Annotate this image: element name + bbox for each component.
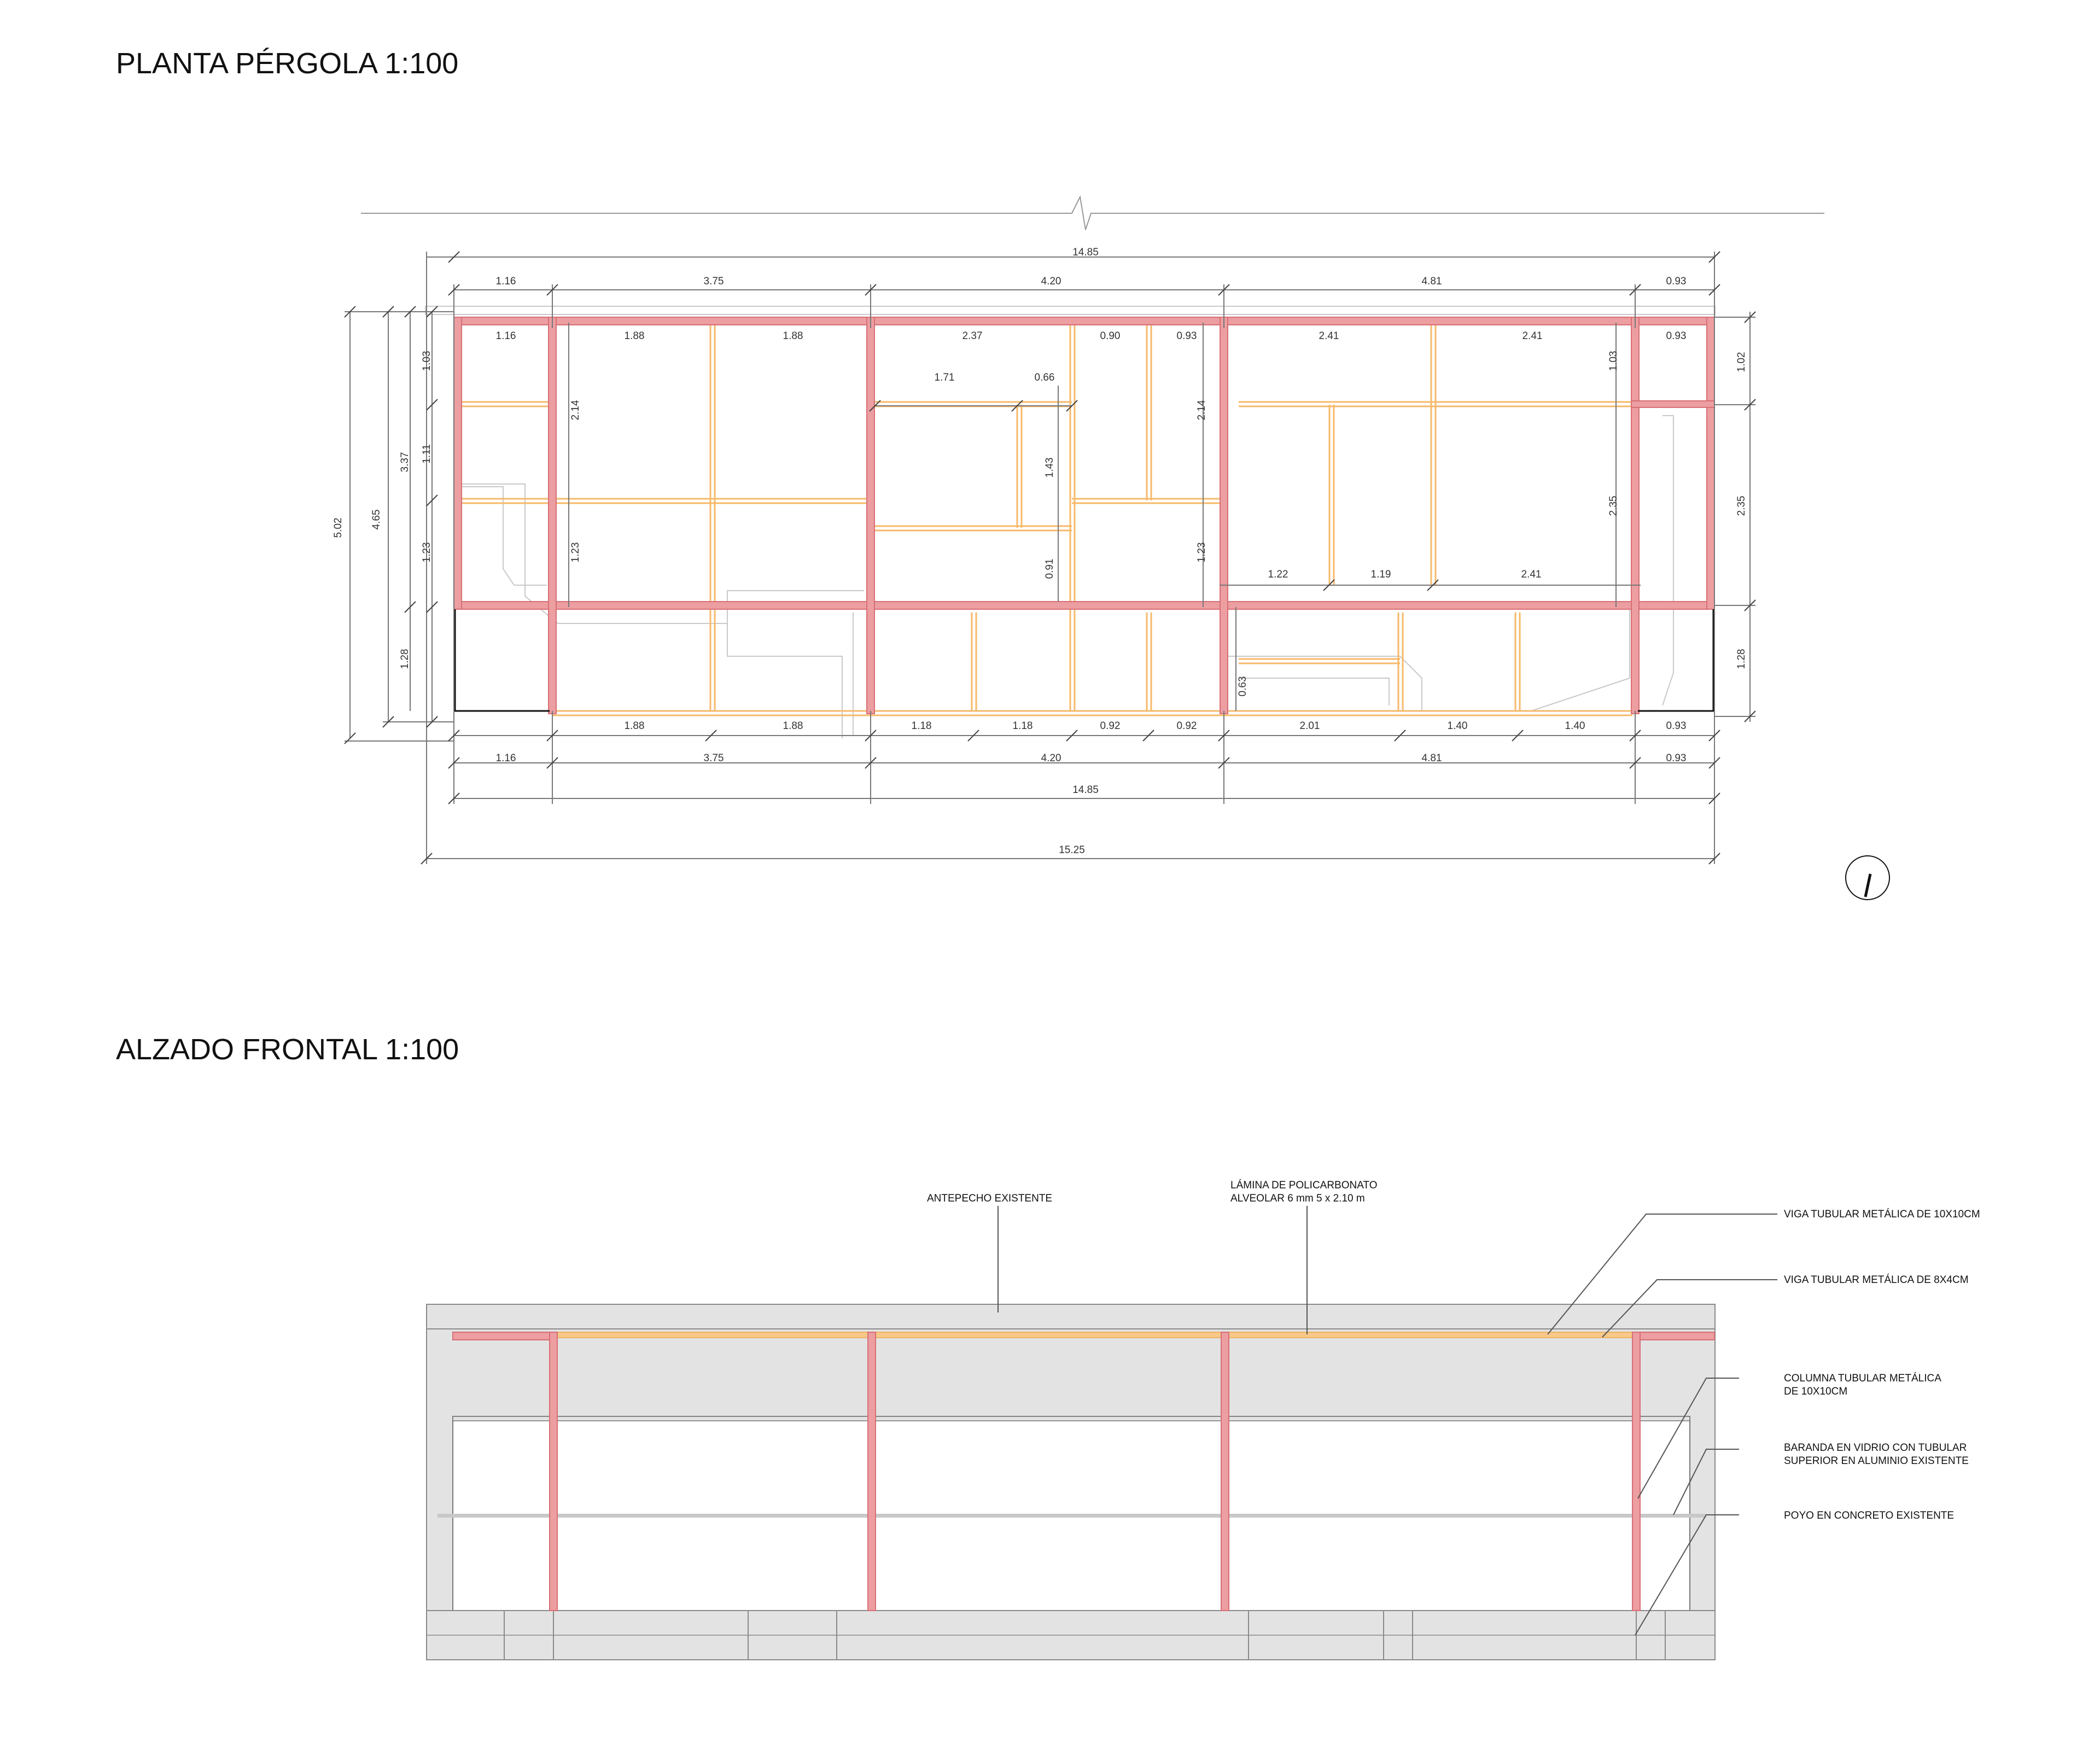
label-columna-line-1: COLUMNA TUBULAR METÁLICA	[1784, 1373, 1941, 1384]
dim-col4-a: 2.14	[1196, 400, 1208, 421]
dim-left-inner: 3.37	[399, 452, 411, 473]
dim-col2-a: 2.14	[570, 400, 581, 421]
label-viga-10x10: VIGA TUBULAR METÁLICA DE 10X10CM	[1784, 1209, 1980, 1220]
dim-right-1: 1.02	[1736, 352, 1747, 372]
dim-inner-7: 2.41	[1319, 330, 1339, 342]
label-columna-line-2: DE 10X10CM	[1784, 1386, 1848, 1397]
dim-top-total: 14.85	[1072, 247, 1099, 258]
dim-lower-2: 1.19	[1370, 569, 1391, 580]
break-line	[361, 197, 1824, 230]
dim-col4-b: 1.23	[1196, 542, 1208, 563]
dim-top-bay-5: 0.93	[1666, 276, 1687, 287]
glass-railing-opening	[453, 1416, 1690, 1611]
plan-title: PLANTA PÉRGOLA 1:100	[116, 47, 459, 80]
dim-overall: 15.25	[1059, 844, 1085, 856]
dim-inner-3: 1.88	[783, 330, 803, 342]
dim-bottom-inner-5: 0.92	[1100, 720, 1121, 732]
dim-col2-b: 1.23	[570, 542, 581, 563]
plan-view	[332, 197, 1889, 900]
label-antepecho: ANTEPECHO EXISTENTE	[927, 1193, 1053, 1204]
dim-col4-c: 0.63	[1237, 676, 1249, 697]
dim-bottom-inner-6: 0.92	[1176, 720, 1197, 732]
dim-top-bay-3: 4.20	[1041, 276, 1061, 287]
dim-lower-1: 1.22	[1268, 569, 1288, 580]
dim-inner-5: 0.90	[1100, 330, 1121, 342]
dim-col3-a: 1.43	[1044, 457, 1055, 478]
dim-bottom-inner-8: 1.40	[1447, 720, 1468, 732]
dim-bottom-inner-2: 1.88	[783, 720, 803, 732]
elevation-view	[427, 1180, 1980, 1660]
dim-top-bay-4: 4.81	[1421, 276, 1442, 287]
dim-right-2: 2.35	[1736, 495, 1747, 516]
secondary-beams	[458, 325, 1632, 715]
dim-left-1: 1.03	[421, 351, 433, 371]
dim-left-mid: 4.65	[371, 509, 382, 530]
north-arrow-icon	[1846, 856, 1889, 900]
dim-bottom-inner-1: 1.88	[624, 720, 645, 732]
dim-top-bay-1: 1.16	[495, 276, 516, 287]
dim-bottom-total: 14.85	[1072, 784, 1099, 796]
label-baranda-line-2: SUPERIOR EN ALUMINIO EXISTENTE	[1784, 1455, 1969, 1467]
dim-lower-3: 2.41	[1521, 569, 1542, 580]
label-baranda-line-1: BARANDA EN VIDRIO CON TUBULAR	[1784, 1442, 1967, 1454]
dim-bottom-bay-2: 3.75	[703, 753, 724, 764]
dim-bottom-inner-3: 1.18	[911, 720, 932, 732]
dim-left-3: 1.23	[421, 542, 433, 563]
dim-bottom-inner-7: 2.01	[1299, 720, 1320, 732]
dim-inner-1: 1.16	[495, 330, 516, 342]
dim-inner-4: 2.37	[962, 330, 983, 342]
dim-bottom-bay-5: 0.93	[1666, 753, 1687, 764]
dim-col3-b: 0.91	[1044, 558, 1055, 579]
main-beam	[453, 1332, 555, 1340]
dim-inner-8: 2.41	[1522, 330, 1543, 342]
dim-right-3: 1.28	[1736, 649, 1747, 669]
dim-mid-2: 0.66	[1034, 372, 1055, 383]
dim-bottom-inner-9: 1.40	[1565, 720, 1585, 732]
label-poyo: POYO EN CONCRETO EXISTENTE	[1784, 1510, 1955, 1521]
corner-outline	[455, 609, 1713, 711]
dim-left-2: 1.11	[421, 444, 433, 464]
dim-bottom-inner-10: 0.93	[1666, 720, 1687, 732]
dim-col5-b: 2.35	[1608, 495, 1619, 516]
aluminum-handrail	[438, 1514, 1706, 1518]
dim-bottom-inner-4: 1.18	[1012, 720, 1033, 732]
dim-top-bay-2: 3.75	[703, 276, 724, 287]
plan-dimension-texts	[496, 247, 1687, 856]
polycarbonate-sheet	[555, 1332, 1632, 1338]
dim-col5-a: 1.03	[1608, 351, 1619, 371]
main-frame	[454, 317, 1714, 714]
label-lamina-line-1: LÁMINA DE POLICARBONATO	[1230, 1180, 1378, 1191]
dim-inner-9: 0.93	[1666, 330, 1687, 342]
dim-mid-1: 1.71	[934, 372, 955, 383]
dim-bottom-bay-3: 4.20	[1041, 753, 1061, 764]
elevation-title: ALZADO FRONTAL 1:100	[116, 1033, 459, 1066]
label-lamina-line-2: ALVEOLAR 6 mm 5 x 2.10 m	[1230, 1193, 1365, 1204]
dim-inner-6: 0.93	[1176, 330, 1197, 342]
dim-left-outer: 5.02	[332, 517, 344, 538]
dim-inner-2: 1.88	[624, 330, 645, 342]
dim-left-4: 1.28	[399, 649, 411, 669]
label-viga-8x4: VIGA TUBULAR METÁLICA DE 8X4CM	[1784, 1274, 1969, 1286]
dim-bottom-bay-4: 4.81	[1421, 753, 1442, 764]
dim-bottom-bay-1: 1.16	[495, 753, 516, 764]
